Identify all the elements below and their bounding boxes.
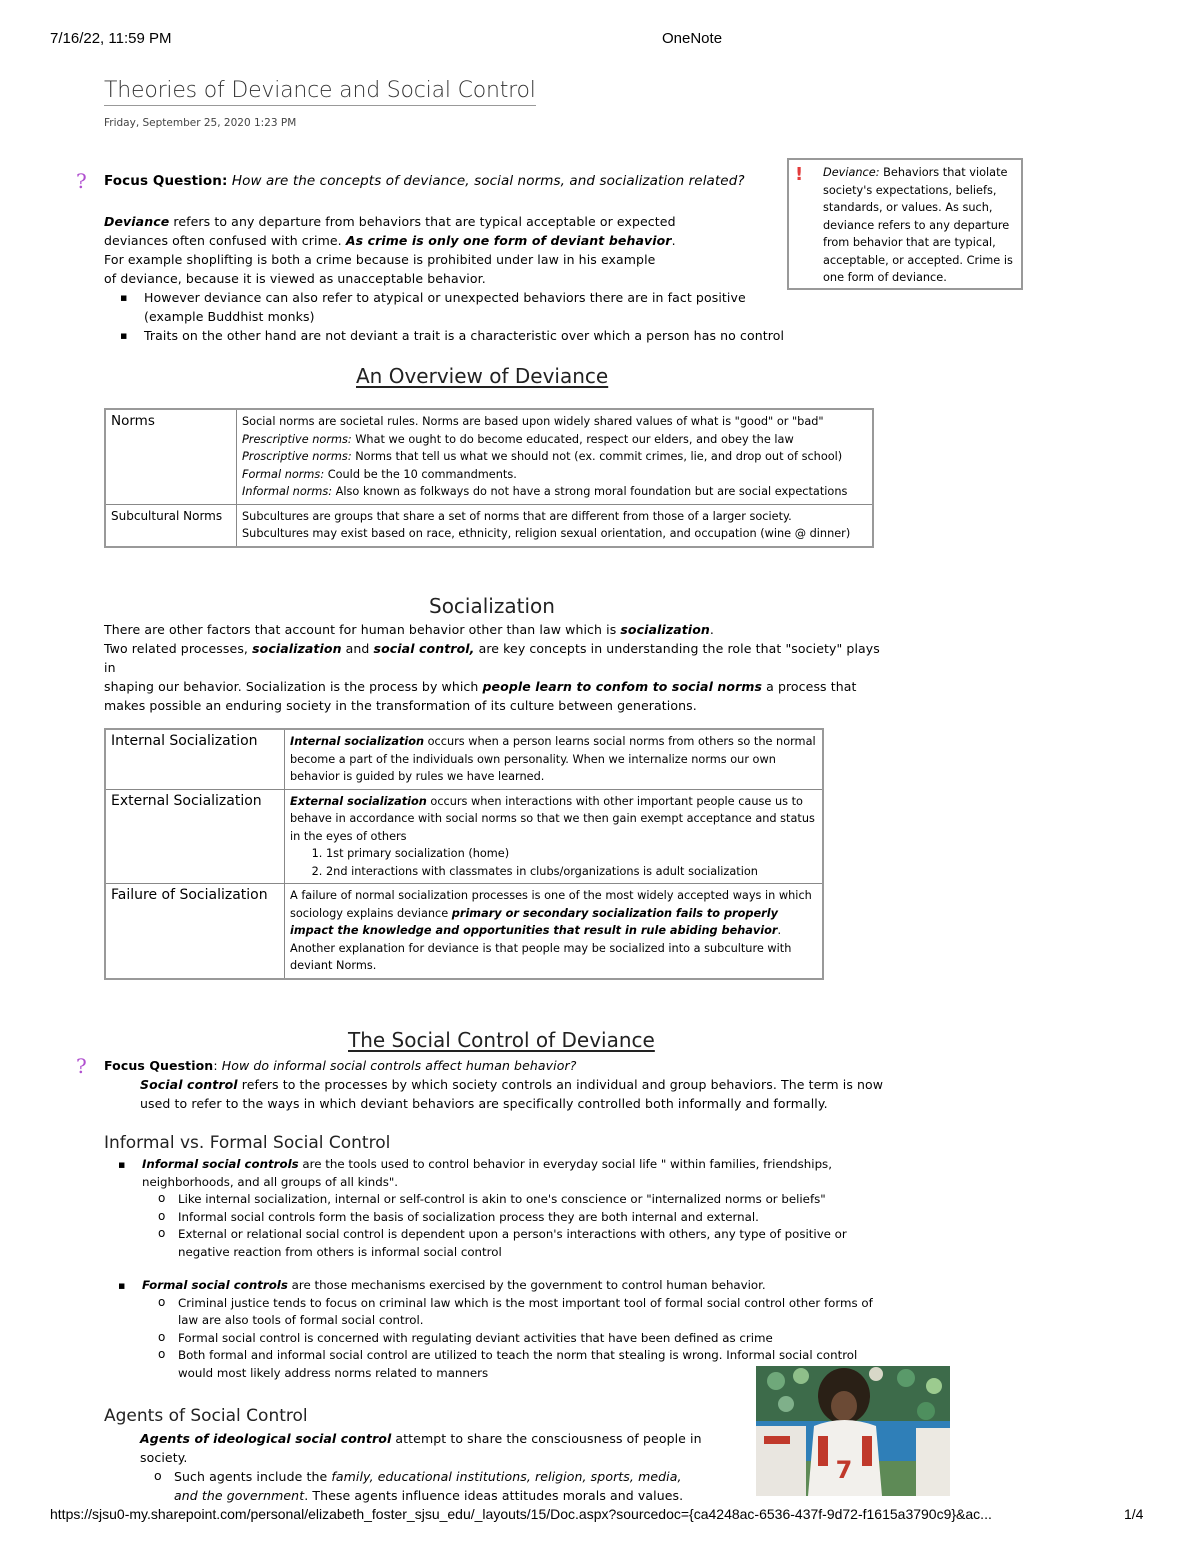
overview-table: [104, 408, 874, 548]
formal-term: Formal social controls: [142, 1278, 288, 1292]
term-deviance: Deviance: [104, 214, 170, 229]
agents-text: attempt to share the consciousness of people in society.: [140, 1431, 702, 1465]
print-app-name: OneNote: [662, 30, 723, 47]
soc-p2-d: social control,: [373, 641, 475, 656]
definition-line-1: [140, 1075, 894, 1094]
bullet-circle: o: [154, 1468, 162, 1483]
row-label-failure: Failure of Socialization: [105, 884, 285, 979]
agents-heading: Agents of Social Control: [104, 1406, 308, 1426]
row-label-subcultural: Subcultural Norms: [105, 504, 237, 547]
soc-p1-b: socialization: [620, 622, 710, 637]
soc-p2-c: and: [341, 641, 374, 656]
agents-term: Agents of ideological social control: [140, 1431, 392, 1446]
internal-text: occurs when a person learns social norms from others so the normal become a part of the individuals own personality. When we internalize norms our own behavior is guided by rules we have learned.: [290, 735, 816, 783]
row-label-external: External Socialization: [105, 789, 285, 884]
informal-formal-content: [104, 1156, 884, 1382]
list-item: ▪ Traits on the other hand are not deviant a trait is a characteristic over which a person has no control: [106, 326, 766, 345]
social-control-definition: [104, 1075, 894, 1113]
page-title: Theories of Deviance and Social Control: [104, 78, 536, 106]
page-created-date: Friday, September 25, 2020 1:23 PM: [104, 117, 297, 129]
agents-sub-d: . These agents influence ideas attitudes morals and values.: [304, 1488, 684, 1503]
focus-question-2: Focus Question: How do informal social controls affect human behavior?: [104, 1058, 577, 1073]
list-item: ▪ However deviance can also refer to atypical or unexpected behaviors there are in fact positive (example Buddhist monks): [106, 288, 766, 326]
definition-line-2: used to refer to the ways in which deviant behaviors are specifically controlled both informally and formally.: [140, 1096, 828, 1111]
soc-p3-c: a process that: [762, 679, 857, 694]
soc-line-3: [104, 677, 894, 696]
norms-informal-text: Also known as folkways do not have a strong moral foundation but are social expectations: [332, 485, 848, 498]
norms-prescriptive-term: Prescriptive norms:: [242, 432, 352, 446]
informal-term: Informal social controls: [142, 1157, 299, 1171]
list-item: o External or relational social control is dependent upon a person's interactions with others, any type of positive or negative reaction from others is informal social control: [142, 1226, 884, 1261]
norms-line: [242, 483, 867, 501]
row-content-subcultural: [237, 504, 874, 547]
soc-line-1: [104, 620, 894, 639]
intro-line-1: [104, 212, 784, 231]
row-label-norms: Norms: [105, 409, 237, 504]
norms-proscriptive-term: Proscriptive norms:: [242, 450, 352, 463]
row-content-external: [285, 789, 824, 884]
overview-heading: An Overview of Deviance: [356, 364, 609, 388]
row-content-internal: [285, 729, 824, 789]
table-row: [105, 504, 873, 547]
socialization-table: [104, 728, 824, 980]
callout-text: [823, 164, 1019, 287]
focus-question-2-text: How do informal social controls affect human behavior?: [221, 1058, 577, 1073]
print-footer-page: 1/4: [1124, 1506, 1144, 1522]
focus-question: [104, 172, 745, 191]
intro-line-2-b: As crime is only one form of deviant behavior: [345, 233, 672, 248]
intro-line-3: For example shoplifting is both a crime because is prohibited under law in his example: [104, 252, 656, 267]
intro-line-2: [104, 231, 784, 250]
socialization-heading: Socialization: [429, 594, 555, 618]
failure-text-a: A failure of normal socialization processes is one of the most widely accepted ways in which sociology explains deviance: [290, 889, 812, 920]
table-row: [105, 729, 823, 789]
callout-body: Behaviors that violate society's expectations, beliefs, standards, or values. As such, deviance refers to any departure from behavior that are typical, acceptable, or accepted. Crime is one form of deviance.: [823, 166, 1013, 284]
failure-text-c: . Another explanation for deviance is that people may be socialized into a subculture with deviant Norms.: [290, 924, 792, 972]
norms-line: [242, 431, 867, 449]
soc-p1-a: There are other factors that account for human behavior other than law which is: [104, 622, 621, 637]
soc-p3-a: shaping our behavior. Socialization is the process by which: [104, 679, 483, 694]
agents-sub-b: family, educational institutions, religion, sports, media,: [331, 1469, 682, 1484]
failure-text-b: primary or secondary socialization fails to properly impact the knowledge and opportunities that result in rule abiding behavior: [290, 906, 778, 937]
soc-line-2: [104, 639, 894, 677]
soc-line-4: makes possible an enduring society in the transformation of its culture between generations.: [104, 698, 697, 713]
informal-sublist: [142, 1191, 884, 1261]
list-item: o Criminal justice tends to focus on criminal law which is the most important tool of formal social control other forms of law are also tools of formal social control.: [142, 1295, 884, 1330]
row-content-failure: [285, 884, 824, 979]
norms-line: [242, 413, 867, 431]
informal-text: are the tools used to control behavior in everyday social life " within families, friendships, neighborhoods, and all groups of all kinds".: [142, 1157, 832, 1189]
agents-sub-item: [140, 1467, 750, 1505]
intro-line-2-c: .: [671, 233, 676, 248]
informal-formal-heading: Informal vs. Formal Social Control: [104, 1133, 391, 1153]
print-datetime: 7/16/22, 11:59 PM: [50, 30, 172, 47]
focus-question-label: Focus Question:: [104, 173, 228, 189]
subcultural-line-1: Subcultures are groups that share a set of norms that are different from those of a larger society.: [242, 509, 792, 523]
external-term: External socialization: [290, 794, 427, 808]
external-text: occurs when interactions with other important people cause us to behave in accordance with social norms so that we then gain exempt acceptance and status in the eyes of others: [290, 794, 815, 843]
callout-term: Deviance:: [823, 166, 880, 179]
informal-list: [104, 1156, 884, 1261]
norms-informal-term: Informal norms:: [242, 485, 333, 498]
social-control-section: [104, 1056, 894, 1113]
kneeling-player-photo: [756, 1366, 950, 1496]
norms-line: [242, 448, 867, 466]
norms-formal-term: Formal norms:: [242, 467, 325, 481]
list-item: o Both formal and informal social control are utilized to teach the norm that stealing is wrong. Informal social control would most likely address norms related to manners: [142, 1347, 884, 1382]
intro-line-1-text: refers to any departure from behaviors that are typical acceptable or expected: [169, 214, 676, 229]
soc-p2-a: Two related processes,: [104, 641, 253, 656]
soc-p2-b: socialization: [252, 641, 342, 656]
question-mark-icon: ?: [76, 1054, 87, 1078]
norms-formal-text: Could be the 10 commandments.: [324, 467, 517, 481]
external-list: [290, 845, 817, 880]
agents-content: [140, 1429, 750, 1505]
jersey-number: 7: [835, 1456, 853, 1484]
formal-text: are those mechanisms exercised by the government to control human behavior.: [287, 1278, 766, 1292]
deviance-intro: [104, 212, 784, 345]
print-footer-url: https://sjsu0-my.sharepoint.com/personal/elizabeth_foster_sjsu_edu/_layouts/15/Doc.aspx?sourcedoc={ca4248ac-6536-437f-9d72-f1615a3790c9}&ac...: [50, 1506, 992, 1522]
list-item: 1. 1st primary socialization (home): [326, 845, 817, 863]
agents-line: [140, 1429, 750, 1467]
soc-p1-c: .: [709, 622, 714, 637]
deviance-callout: [787, 158, 1023, 290]
agents-sub-c: and the government: [174, 1488, 305, 1503]
list-item: o Informal social controls form the basis of socialization process they are both internal and external.: [142, 1209, 884, 1227]
social-control-heading: The Social Control of Deviance: [348, 1028, 655, 1052]
soc-p3-b: people learn to confom to social norms: [482, 679, 763, 694]
row-label-internal: Internal Socialization: [105, 729, 285, 789]
table-row: [105, 884, 823, 979]
question-mark-icon: ?: [76, 169, 87, 193]
table-row: [105, 789, 823, 884]
list-item: 2. 2nd interactions with classmates in clubs/organizations is adult socialization: [326, 863, 817, 881]
focus-question-2-label: Focus Question: [104, 1058, 214, 1073]
table-row: [105, 409, 873, 504]
social-control-term: Social control: [140, 1077, 238, 1092]
norms-proscriptive-text: Norms that tell us what we should not (ex. commit crimes, lie, and drop out of school): [351, 450, 843, 463]
norms-social: Social norms are societal rules. Norms are based upon widely shared values of what is "good" or "bad": [242, 415, 824, 428]
norms-prescriptive-text: What we ought to do become educated, respect our elders, and obey the law: [351, 432, 794, 446]
intro-bullets: [106, 288, 785, 345]
soc-p2-e: are key concepts in understanding the role that "society" plays in: [104, 641, 880, 675]
intro-line-2-a: deviances often confused with crime.: [104, 233, 346, 248]
intro-line-4: of deviance, because it is viewed as unacceptable behavior.: [104, 271, 486, 286]
list-item: o Like internal socialization, internal or self-control is akin to one's conscience or "internalized norms or beliefs": [142, 1191, 884, 1209]
agents-sub-a: Such agents include the: [174, 1469, 332, 1484]
list-item: [104, 1156, 884, 1261]
internal-term: Internal socialization: [290, 735, 425, 748]
focus-question-text: How are the concepts of deviance, social norms, and socialization related?: [231, 173, 745, 189]
exclamation-icon: !: [795, 164, 804, 185]
subcultural-line-2: Subcultures may exist based on race, ethnicity, religion sexual orientation, and occupation (wine @ dinner): [242, 527, 851, 540]
row-content-norms: [237, 409, 874, 504]
socialization-paragraph: [104, 620, 894, 715]
photo-graphic: [756, 1366, 950, 1496]
list-item: o Formal social control is concerned with regulating deviant activities that have been defined as crime: [142, 1330, 884, 1348]
definition-line-1-text: refers to the processes by which society controls an individual and group behaviors. The term is now: [237, 1077, 884, 1092]
norms-line: [242, 466, 867, 484]
